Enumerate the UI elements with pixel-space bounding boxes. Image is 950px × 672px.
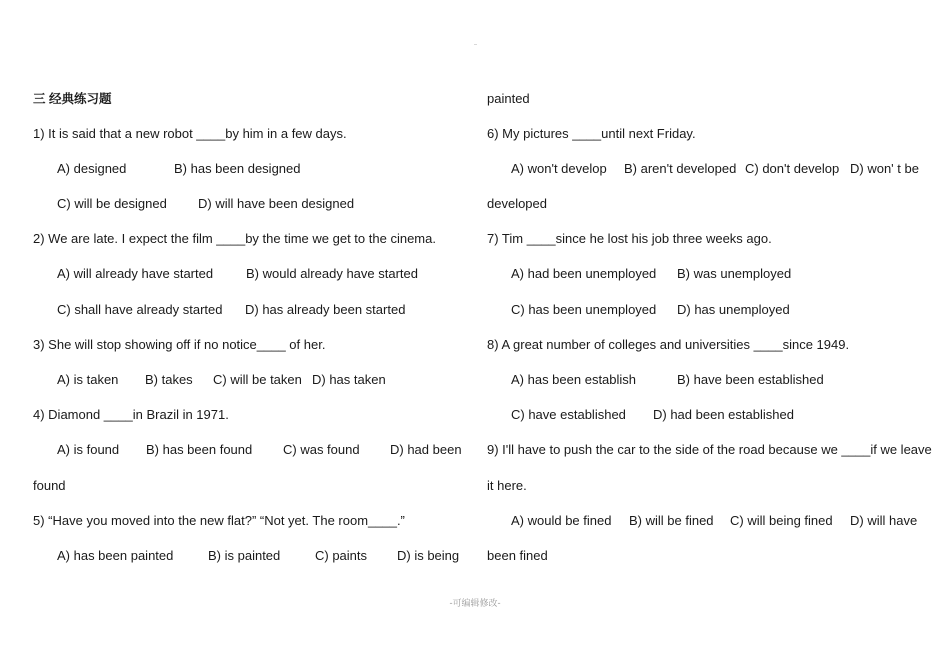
question-9-option-d-continued: been fined	[487, 548, 548, 563]
header-mark	[474, 44, 477, 45]
question-1-option-b: B) has been designed	[174, 161, 301, 176]
question-1-stem: 1) It is said that a new robot ____by him in a few days.	[33, 126, 347, 141]
question-1-option-a: A) designed	[57, 161, 127, 176]
question-7-option-c: C) has been unemployed	[511, 302, 657, 317]
question-9-option-b: B) will be fined	[629, 513, 714, 528]
question-1-option-c: C) will be designed	[57, 196, 167, 211]
page-footer: -可编辑修改-	[449, 599, 501, 609]
question-8-option-b: B) have been established	[677, 372, 824, 387]
question-2-option-b: B) would already have started	[246, 266, 418, 281]
question-6-option-a: A) won't develop	[511, 161, 607, 176]
question-7-option-a: A) had been unemployed	[511, 266, 657, 281]
question-5-option-a: A) has been painted	[57, 548, 174, 563]
question-6-option-d: D) won' t be	[850, 161, 919, 176]
question-7-option-b: B) was unemployed	[677, 266, 792, 281]
question-8-option-c: C) have established	[511, 407, 626, 422]
question-4-option-c: C) was found	[283, 442, 360, 457]
question-2-option-a: A) will already have started	[57, 266, 214, 281]
question-3-option-c: C) will be taken	[213, 372, 302, 387]
question-9-stem-continued: it here.	[487, 478, 527, 493]
question-5-option-d-continued: painted	[487, 91, 530, 106]
question-6-option-c: C) don't develop	[745, 161, 840, 176]
question-2-option-d: D) has already been started	[245, 302, 406, 317]
question-6-option-b: B) aren't developed	[624, 161, 737, 176]
question-5-stem: 5) “Have you moved into the new flat?” “Not yet. The room____.”	[33, 513, 405, 528]
question-7-stem: 7) Tim ____since he lost his job three weeks ago.	[487, 231, 772, 246]
question-6-option-d-continued: developed	[487, 196, 547, 211]
question-3-option-a: A) is taken	[57, 372, 119, 387]
section-title: 三 经典练习题	[33, 92, 112, 106]
question-5-option-c: C) paints	[315, 548, 368, 563]
question-5-option-b: B) is painted	[208, 548, 281, 563]
question-2-option-c: C) shall have already started	[57, 302, 223, 317]
question-1-option-d: D) will have been designed	[198, 196, 355, 211]
question-3-option-b: B) takes	[145, 372, 193, 387]
question-3-option-d: D) has taken	[312, 372, 386, 387]
question-8-option-a: A) has been establish	[511, 372, 637, 387]
question-4-option-b: B) has been found	[146, 442, 253, 457]
question-9-option-c: C) will being fined	[730, 513, 833, 528]
question-8-stem: 8) A great number of colleges and universities ____since 1949.	[487, 337, 850, 352]
question-4-stem: 4) Diamond ____in Brazil in 1971.	[33, 407, 229, 422]
question-8-option-d: D) had been established	[653, 407, 794, 422]
question-4-option-d: D) had been	[390, 442, 462, 457]
question-5-option-d: D) is being	[397, 548, 460, 563]
question-9-option-a: A) would be fined	[511, 513, 612, 528]
question-2-stem: 2) We are late. I expect the film ____by the time we get to the cinema.	[33, 231, 436, 246]
question-9-stem: 9) I'll have to push the car to the side of the road because we ____if we leave	[487, 442, 932, 457]
question-4-option-a: A) is found	[57, 442, 120, 457]
question-9-option-d: D) will have	[850, 513, 918, 528]
question-3-stem: 3) She will stop showing off if no notice____ of her.	[33, 337, 326, 352]
question-7-option-d: D) has unemployed	[677, 302, 790, 317]
question-6-stem: 6) My pictures ____until next Friday.	[487, 126, 696, 141]
question-4-option-d-continued: found	[33, 478, 66, 493]
